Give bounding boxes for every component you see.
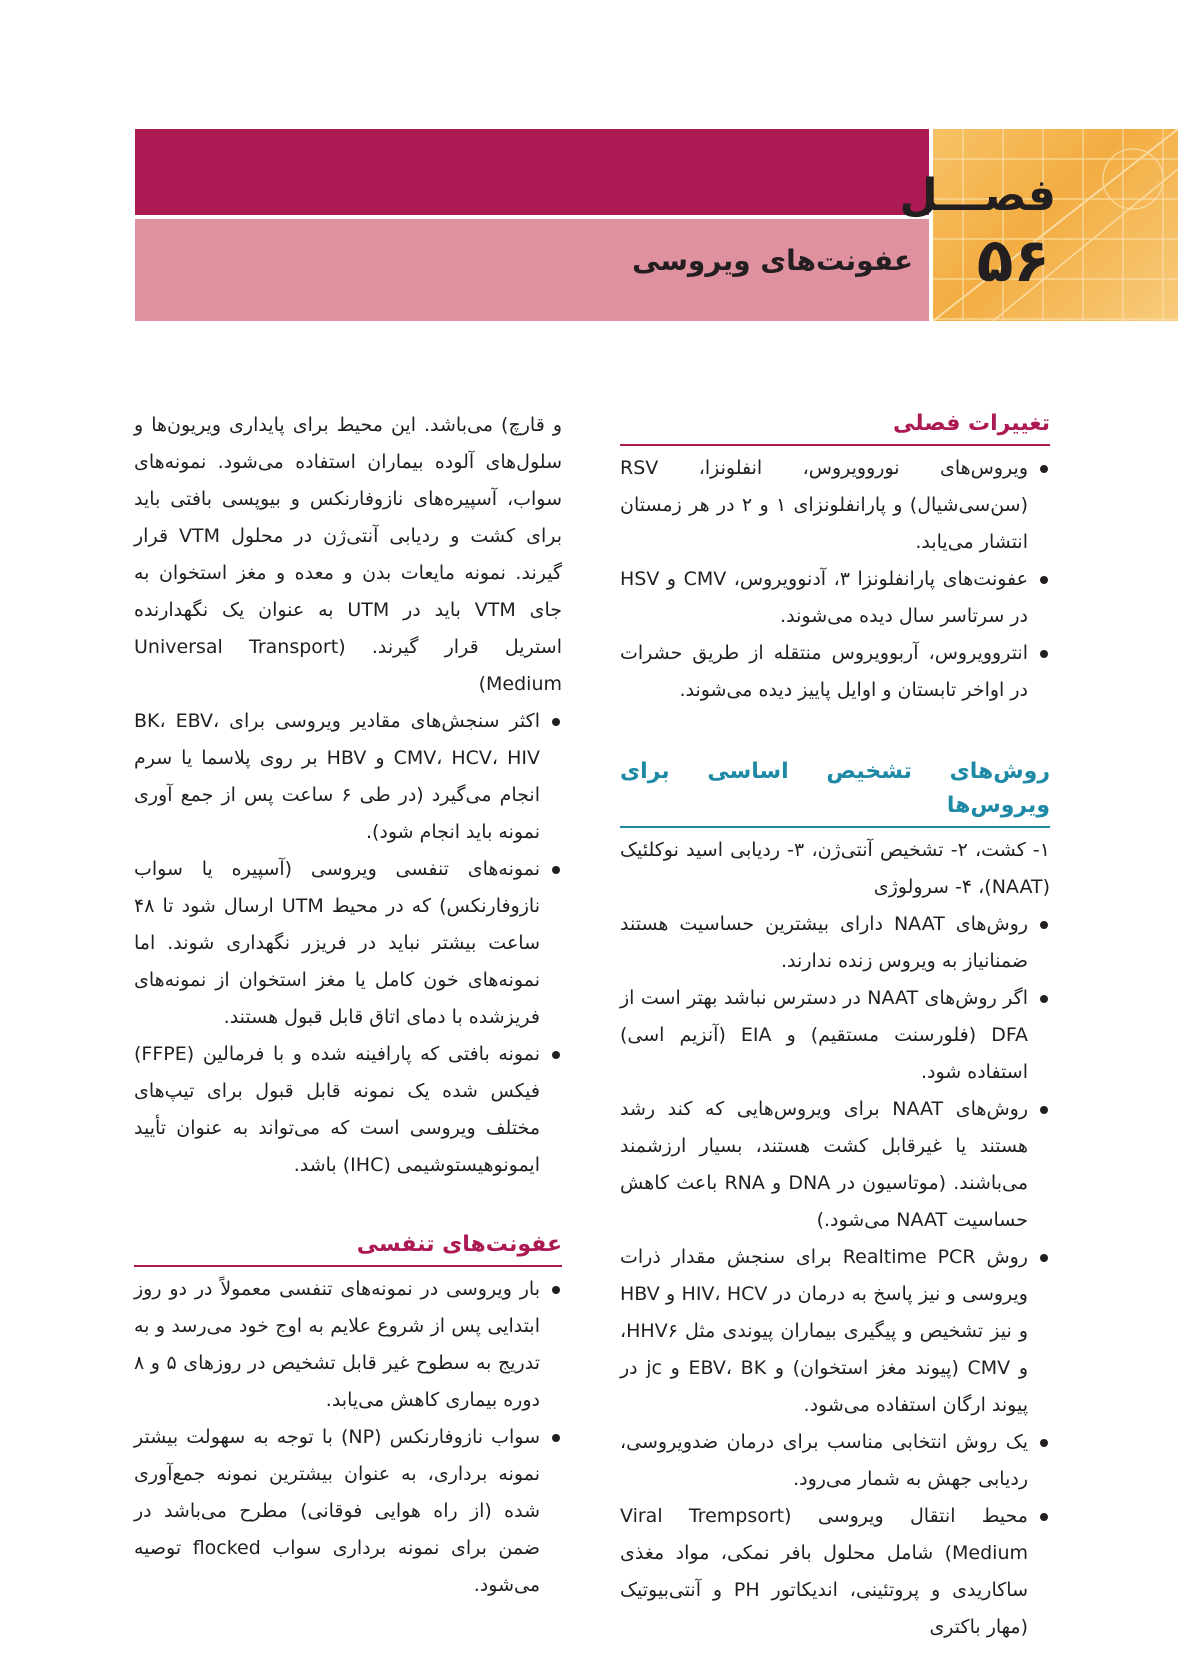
list-item: یک روش انتخابی مناسب برای درمان ضدویروسی، ردیابی جهش به شمار می‌رود. — [620, 1424, 1050, 1498]
continuation-paragraph: و قارچ) می‌باشد. این محیط برای پایداری ویریون‌ها و سلول‌های آلوده بیماران استفاده می‌شود. نمونه‌های سواب، آسپیره‌های نازوفارنکس و بیوپسی بافتی باید برای کشت و ردیابی آنتی‌ژن در محلول VTM قرار گیرند. نمونه مایعات بدن و معده و مغز استخوان به جای VTM باید در UTM به عنوان یک نگهدارنده استریل قرار گیرند. (Universal Transport Medium) — [134, 414, 562, 695]
respiratory-list — [134, 1271, 562, 1604]
chapter-number: ۵۶ — [976, 226, 1050, 296]
chapter-title: عفونت‌های ویروسی — [632, 244, 913, 277]
chapter-box-pattern — [933, 129, 1178, 321]
section-rule — [620, 444, 1050, 446]
spacer — [134, 1184, 562, 1228]
list-item: اگر روش‌های NAAT در دسترس نباشد بهتر است از DFA (فلورسنت مستقیم) و EIA (آنزیم اسی) استفاده شود. — [620, 980, 1050, 1091]
section-heading-seasonal: تغییرات فصلی — [893, 411, 1050, 436]
list-item: سواب نازوفارنکس (NP) با توجه به سهولت بیشتر نمونه برداری، به عنوان بیشترین نمونه جمع‌آوری شده (از راه هوایی فوقانی) مطرح می‌باشد در ضمن برای نمونه برداری سواب flocked توصیه می‌شود. — [134, 1419, 562, 1604]
list-item: روش‌های NAAT دارای بیشترین حساسیت هستند ضمنانیاز به ویروس زنده ندارند. — [620, 906, 1050, 980]
list-item: محیط انتقال ویروسی (Viral Trempsort Medium) شامل محلول بافر نمکی، مواد مغذی ساکاریدی و پروتئینی، اندیکاتور PH و آنتی‌بیوتیک (مهار باکتری — [620, 1498, 1050, 1646]
right-column — [620, 407, 1050, 1646]
list-item: روش‌های NAAT برای ویروس‌هایی که کند رشد هستند یا غیرقابل کشت هستند، بسیار ارزشمند می‌باشند. (موتاسیون در DNA و RNA باعث کاهش حساسیت NAAT می‌شود.) — [620, 1091, 1050, 1239]
list-item: روش Realtime PCR برای سنجش مقدار ذرات ویروسی و نیز پاسخ به درمان در HIV، HCV و HBV و نیز تشخیص و پیگیری بیماران پیوندی مثل HHV۶، و CMV (پیوند مغز استخوان) و EBV، BK و jc در پیوند ارگان استفاده می‌شود. — [620, 1239, 1050, 1424]
methods-list — [620, 906, 1050, 1646]
chapter-number-box — [933, 129, 1178, 321]
list-item: عفونت‌های پارانفلونزا ۳، آدنوویروس، CMV و HSV در سرتاسر سال دیده می‌شوند. — [620, 561, 1050, 635]
list-item: بار ویروسی در نمونه‌های تنفسی معمولاً در دو روز ابتدایی پس از شروع علایم به اوج خود می‌رسد و به تدریج به سطوح غیر قابل تشخیص در روزهای ۵ و ۸ دوره بیماری کاهش می‌یابد. — [134, 1271, 562, 1419]
spacer — [620, 709, 1050, 755]
section-heading-methods: روش‌های تشخیص اساسی برای ویروس‌ها — [620, 759, 1050, 818]
list-item: نمونه‌های تنفسی ویروسی (آسپیره یا سواب نازوفارنکس) که در محیط UTM ارسال شود تا ۴۸ ساعت بیشتر نباید در فریزر نگهداری شوند. اما نمونه‌های خون کامل یا مغز استخوان از نمونه‌های فریزشده با دمای اتاق قابل قبول هستند. — [134, 851, 562, 1036]
chapter-banner-top — [135, 129, 929, 215]
section-rule — [134, 1265, 562, 1267]
list-item: اکثر سنجش‌های مقادیر ویروسی برای BK، EBV، CMV، HCV، HIV و HBV بر روی پلاسما یا سرم انجام می‌گیرد (در طی ۶ ساعت پس از جمع آوری نمونه باید انجام شود). — [134, 703, 562, 851]
list-item: نمونه بافتی که پارافینه شده و با فرمالین (FFPE) فیکس شده یک نمونه قابل قبول برای تیپ‌های مختلف ویروسی است که می‌تواند به عنوان تأیید ایمونوهیستوشیمی (IHC) باشد. — [134, 1036, 562, 1184]
chapter-label: فصـــل — [899, 170, 1056, 221]
methods-intro: ۱- کشت، ۲- تشخیص آنتی‌ژن، ۳- ردیابی اسید نوکلئیک (NAAT)، ۴- سرولوژی — [620, 839, 1050, 898]
section-rule — [620, 826, 1050, 828]
list-item: انتروویروس، آربوویروس منتقله از طریق حشرات در اواخر تابستان و اوایل پاییز دیده می‌شوند. — [620, 635, 1050, 709]
list-item: ویروس‌های نوروویروس، انفلونزا، RSV (سن‌سی‌شیال) و پارانفلونزای ۱ و ۲ در هر زمستان انتشار می‌یابد. — [620, 450, 1050, 561]
seasonal-list — [620, 450, 1050, 709]
specimen-list — [134, 703, 562, 1184]
left-column — [134, 407, 562, 1604]
section-heading-respiratory: عفونت‌های تنفسی — [356, 1232, 562, 1257]
